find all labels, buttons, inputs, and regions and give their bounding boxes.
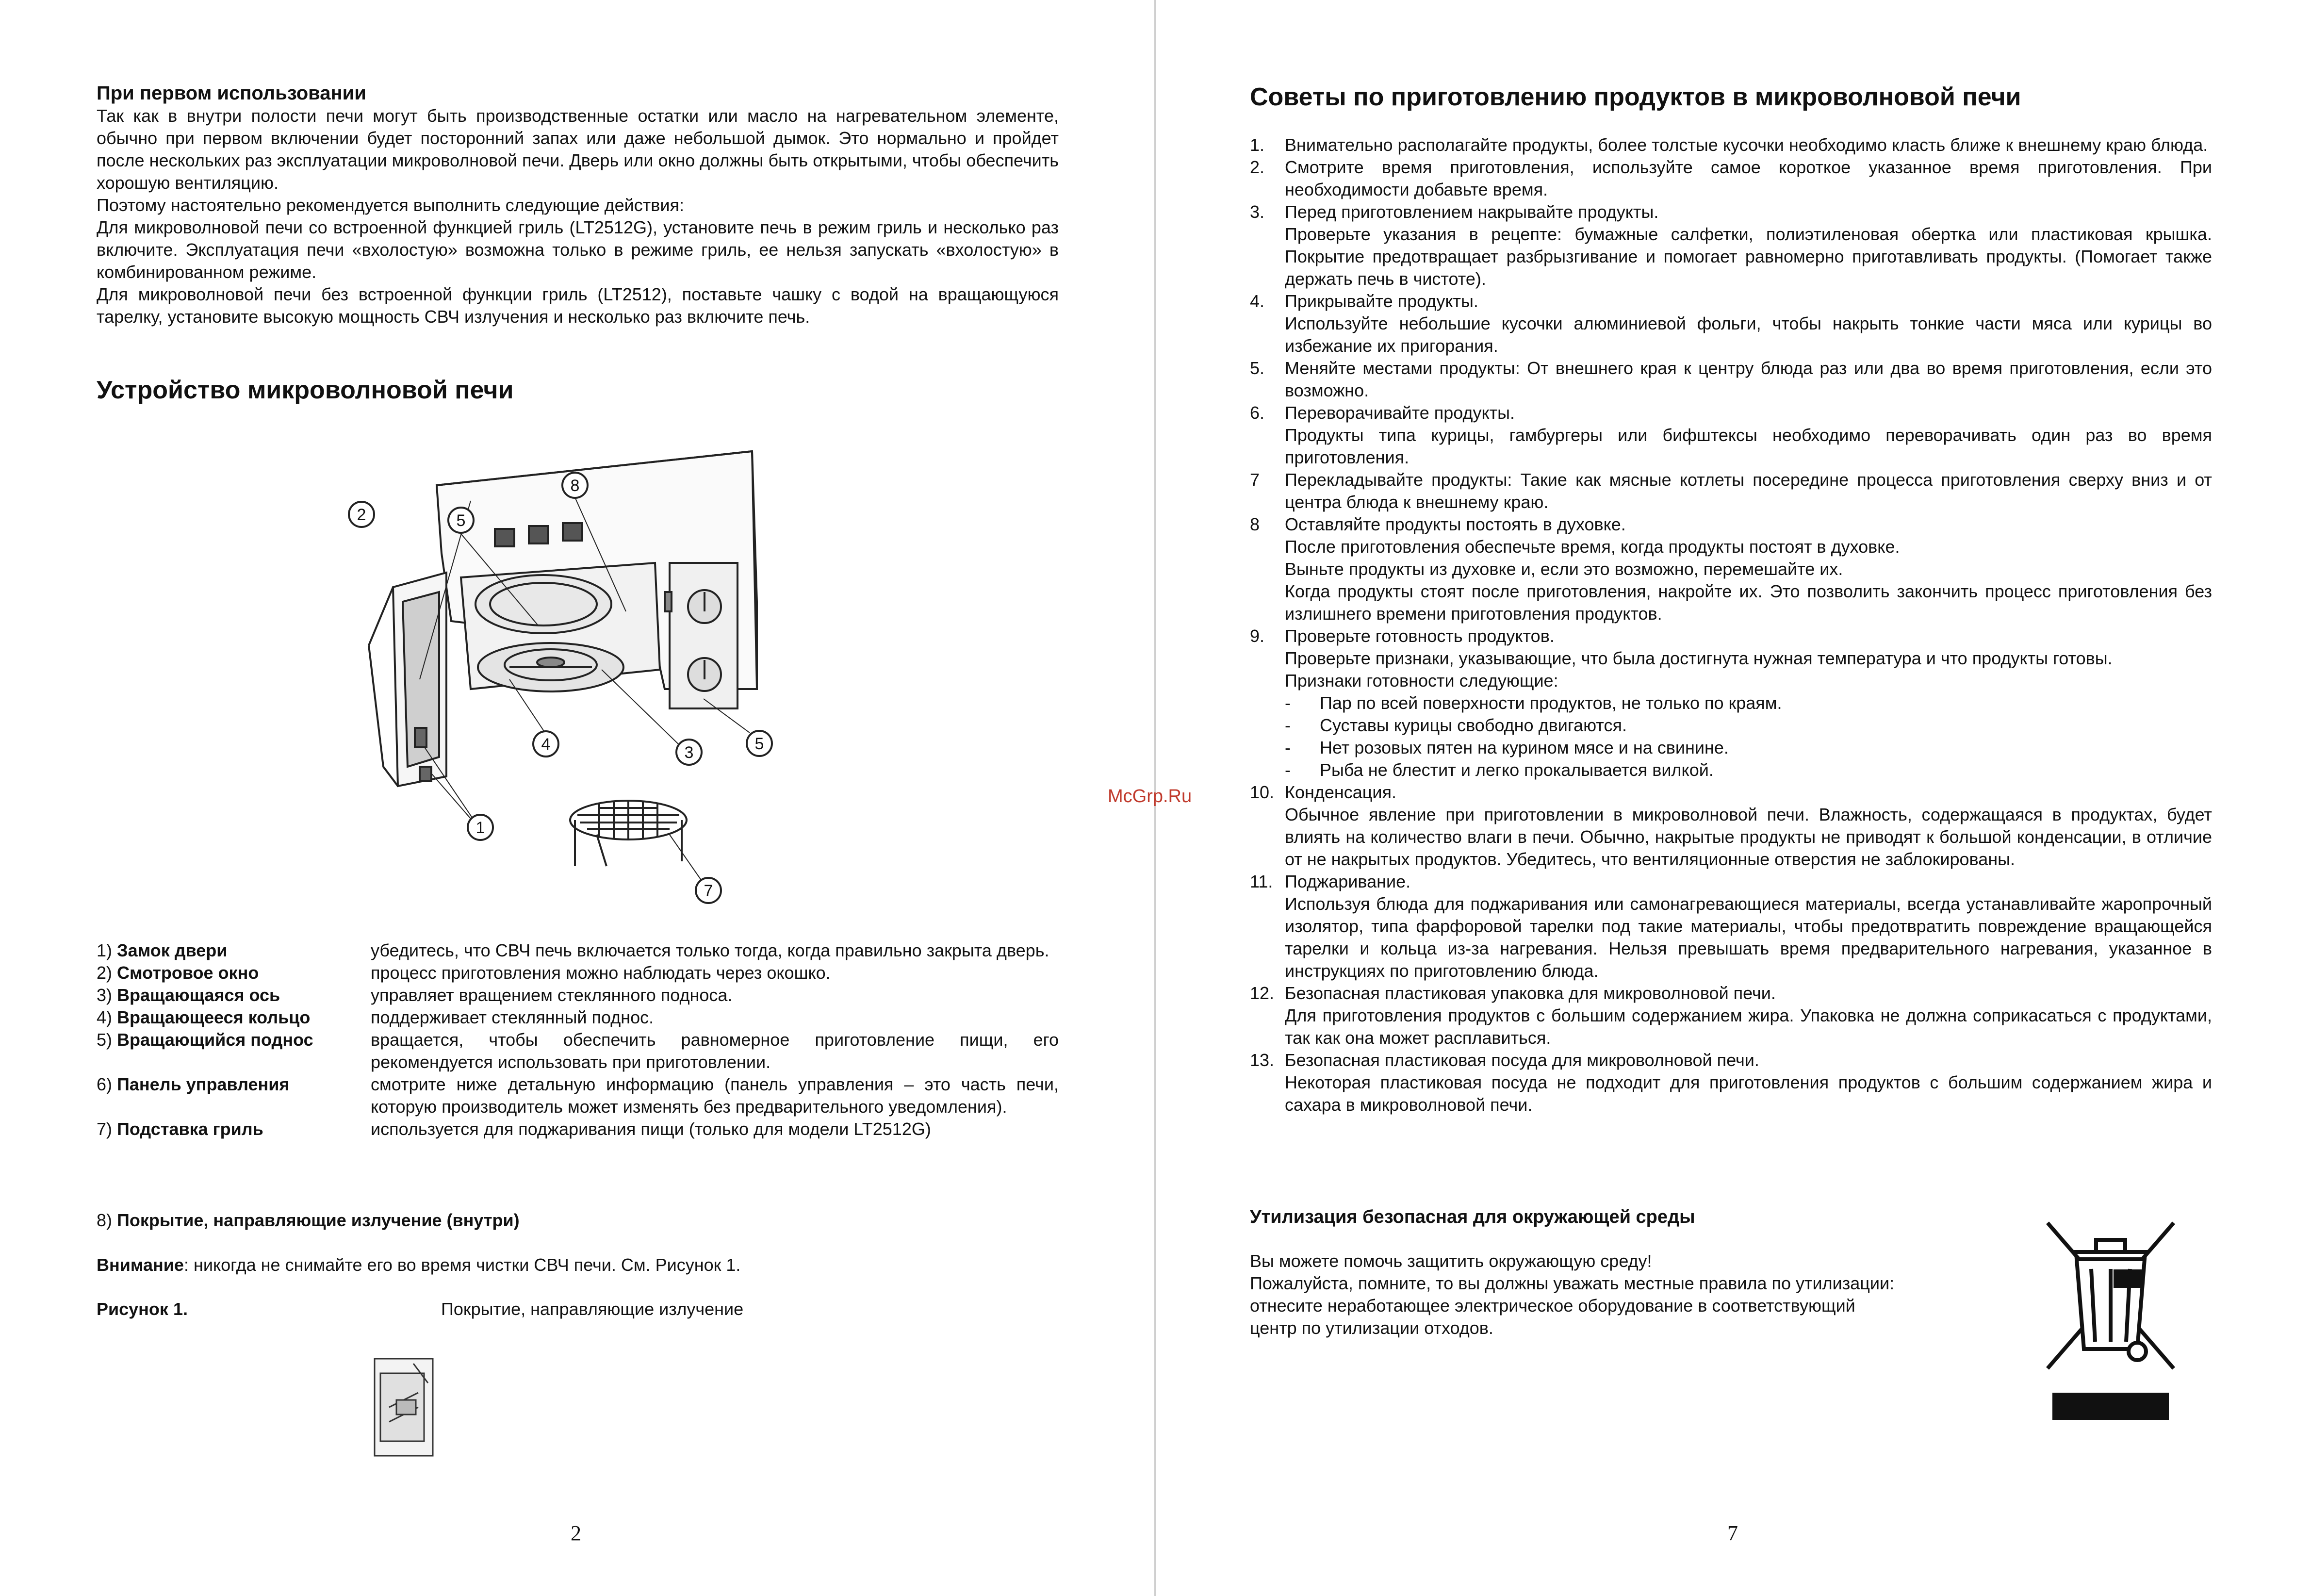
first-use-heading: При первом использовании bbox=[97, 82, 366, 104]
callout-label: 5 bbox=[754, 735, 764, 753]
legend-definition: процесс приготовления можно наблюдать через окошко. bbox=[371, 963, 831, 983]
tip-line: Некоторая пластиковая посуда не подходит для приготовления продуктов с большим содержанием жира и сахара в микроволновой печи. bbox=[1285, 1072, 2212, 1115]
tip-line: Когда продукты стоят после приготовления, накройте их. Это позволить закончить процесс приготовления без излишнего времени приготовления продуктов. bbox=[1285, 581, 2212, 624]
first-use-para: Поэтому настоятельно рекомендуется выполнить следующие действия: bbox=[97, 195, 685, 215]
legend-row bbox=[97, 962, 1059, 984]
tip-bullet bbox=[1285, 759, 2212, 781]
tip-number: 2. bbox=[1250, 157, 1265, 177]
recycling-text bbox=[1250, 1250, 1978, 1339]
item-8-term: Покрытие, направляющие излучение (внутри) bbox=[117, 1210, 520, 1230]
legend-row bbox=[97, 1118, 1059, 1140]
tip-item bbox=[1250, 625, 2212, 781]
tip-line: Конденсация. bbox=[1285, 782, 1397, 802]
legend-definition: убедитесь, что СВЧ печь включается только тогда, когда правильно закрыта дверь. bbox=[371, 940, 1049, 960]
tip-body bbox=[1285, 871, 2212, 982]
bullet-dash: - bbox=[1285, 760, 1291, 780]
bullet-dash: - bbox=[1285, 738, 1291, 757]
tip-item bbox=[1250, 781, 2212, 871]
tip-number: 4. bbox=[1250, 291, 1265, 311]
legend-row bbox=[97, 1029, 1059, 1073]
tip-body bbox=[1285, 469, 2212, 513]
legend-num: 3) bbox=[97, 985, 113, 1005]
legend-term bbox=[97, 939, 371, 962]
bullet-dash: - bbox=[1285, 693, 1291, 713]
first-use-para: Для микроволновой печи без встроенной функции гриль (LT2512), поставьте чашку с водой на вращающуюся тарелку, установите высокую мощность СВЧ излучения и несколько раз включите печь. bbox=[97, 284, 1059, 327]
tip-line: Поджаривание. bbox=[1285, 872, 1411, 891]
tip-item bbox=[1250, 357, 2212, 402]
tip-item bbox=[1250, 1049, 2212, 1116]
right-page bbox=[1155, 0, 2311, 1596]
recycling-line: отнесите неработающее электрическое оборудование в соответствующий bbox=[1250, 1296, 1855, 1316]
tip-number: 6. bbox=[1250, 403, 1265, 423]
page-number-left: 2 bbox=[571, 1521, 581, 1545]
legend-row bbox=[97, 984, 1059, 1006]
tip-line: Продукты типа курицы, гамбургеры или бифштексы необходимо переворачивать один раз во время приготовления. bbox=[1285, 425, 2212, 467]
tip-item bbox=[1250, 871, 2212, 982]
legend-term bbox=[97, 984, 371, 1006]
recycling-line: центр по утилизации отходов. bbox=[1250, 1318, 1493, 1338]
warning bbox=[97, 1254, 1059, 1276]
tip-body bbox=[1285, 156, 2212, 201]
tip-body bbox=[1285, 290, 2212, 357]
tip-number: 5. bbox=[1250, 358, 1265, 378]
tip-line: Перекладывайте продукты: Такие как мясные котлеты посередине процесса приготовления сверху вниз и от центра блюда к внешнему краю. bbox=[1285, 470, 2212, 512]
item-8-num: 8) bbox=[97, 1210, 113, 1230]
legend-num: 6) bbox=[97, 1074, 113, 1094]
callout-label: 5 bbox=[456, 511, 466, 530]
parts-legend bbox=[97, 939, 1059, 1140]
tip-line: Безопасная пластиковая упаковка для микроволновой печи. bbox=[1285, 983, 1776, 1003]
callout-label: 2 bbox=[357, 506, 366, 524]
microwave-diagram bbox=[335, 417, 801, 912]
tip-number: 7 bbox=[1250, 470, 1260, 490]
tip-item bbox=[1250, 290, 2212, 357]
page-number-right: 7 bbox=[1727, 1521, 1738, 1545]
legend-num: 4) bbox=[97, 1007, 113, 1027]
tip-item bbox=[1250, 156, 2212, 201]
tip-bullet bbox=[1285, 692, 2212, 714]
tip-item bbox=[1250, 469, 2212, 513]
legend-term-label: Вращающееся кольцо bbox=[117, 1007, 311, 1027]
legend-num: 7) bbox=[97, 1119, 113, 1139]
tip-line: Проверьте указания в рецепте: бумажные салфетки, полиэтиленовая обертка или пластиковая крышка. Покрытие предотвращает разбрызгивание и помогает равномерно приготавливать продукты. (Помогает также держать печь в чистоте). bbox=[1285, 224, 2212, 289]
tip-line: Признаки готовности следующие: bbox=[1285, 671, 1558, 691]
legend-term-label: Панель управления bbox=[117, 1074, 290, 1094]
tip-line: Переворачивайте продукты. bbox=[1285, 403, 1515, 423]
item-8 bbox=[97, 1209, 1059, 1232]
figure-1-caption-row bbox=[97, 1298, 1059, 1320]
weee-bin-icon bbox=[2038, 1213, 2183, 1427]
recycling-line: Пожалуйста, помните, то вы должны уважать местные правила по утилизации: bbox=[1250, 1273, 1895, 1293]
tip-bullet bbox=[1285, 714, 2212, 737]
tip-line: После приготовления обеспечьте время, когда продукты постоят в духовке. bbox=[1285, 537, 1900, 557]
tip-number: 8 bbox=[1250, 514, 1260, 534]
tip-line: Для приготовления продуктов с большим содержанием жира. Упаковка не должна соприкасаться с продуктами, так как она может расплавиться. bbox=[1285, 1005, 2212, 1048]
warning-text: : никогда не снимайте его во время чистки СВЧ печи. См. Рисунок 1. bbox=[183, 1255, 741, 1275]
tip-body bbox=[1285, 201, 2212, 290]
tip-line: Внимательно располагайте продукты, более толстые кусочки необходимо класть ближе к внешнему краю блюда. bbox=[1285, 135, 2208, 155]
tip-number: 1. bbox=[1250, 135, 1265, 155]
tip-item bbox=[1250, 402, 2212, 469]
tip-body bbox=[1285, 625, 2212, 781]
tip-bullet bbox=[1285, 737, 2212, 759]
bullet-dash: - bbox=[1285, 715, 1291, 735]
callout-label: 4 bbox=[541, 735, 551, 754]
legend-term bbox=[97, 1006, 371, 1029]
callout-label: 3 bbox=[684, 743, 694, 762]
tip-line: Обычное явление при приготовлении в микроволновой печи. Влажность, содержащаяся в продуктах, будет влиять на количество влаги в печи. Обычно, накрытые продукты не приводят к большой конденсации, в отличие от не накрытых продуктов. Убедитесь, что вентиляционные отверстия не заблокированы. bbox=[1285, 805, 2212, 869]
recycling-line: Вы можете помочь защитить окружающую среду! bbox=[1250, 1251, 1652, 1271]
first-use-para: Так как в внутри полости печи могут быть производственные остатки или масло на нагревательном элементе, обычно при первом включении будет посторонний запах или даже небольшой дымок. Это нормально и пройдет после нескольких раз эксплуатации микроволновой печи. Дверь или окно должны быть открытыми, чтобы обеспечить хорошую вентиляцию. bbox=[97, 106, 1059, 193]
legend-row bbox=[97, 1006, 1059, 1029]
tip-number: 3. bbox=[1250, 202, 1265, 222]
legend-num: 2) bbox=[97, 963, 113, 983]
tip-item bbox=[1250, 134, 2212, 156]
legend-num: 1) bbox=[97, 940, 113, 960]
bullet-text: Рыба не блестит и легко прокалывается вилкой. bbox=[1320, 760, 1714, 780]
legend-term-label: Смотровое окно bbox=[117, 963, 259, 983]
legend-term-label: Вращающийся поднос bbox=[117, 1030, 313, 1050]
bullet-text: Пар по всей поверхности продуктов, не только по краям. bbox=[1320, 693, 1782, 713]
tip-number: 10. bbox=[1250, 782, 1275, 802]
legend-definition: поддерживает стеклянный поднос. bbox=[371, 1007, 654, 1027]
tip-line: Безопасная пластиковая посуда для микроволновой печи. bbox=[1285, 1050, 1759, 1070]
first-use-para: Для микроволновой печи со встроенной функцией гриль (LT2512G), установите печь в режим гриль и несколько раз включите. Эксплуатация печи «вхолостую» возможна только в режиме гриль, ее нельзя запускать «вхолостую» в комбинированном режиме. bbox=[97, 217, 1059, 282]
tips-heading: Советы по приготовлению продуктов в микроволновой печи bbox=[1250, 83, 2021, 111]
tip-body bbox=[1285, 513, 2212, 625]
legend-term bbox=[97, 1073, 371, 1118]
legend-row bbox=[97, 1073, 1059, 1118]
legend-term-label: Вращающаяся ось bbox=[117, 985, 280, 1005]
tip-body bbox=[1285, 134, 2212, 156]
tip-item bbox=[1250, 982, 2212, 1049]
callout-label: 8 bbox=[570, 477, 580, 495]
tip-number: 9. bbox=[1250, 626, 1265, 646]
tip-line: Смотрите время приготовления, используйте самое короткое указанное время приготовления. При необходимости добавьте время. bbox=[1285, 157, 2212, 199]
bullet-text: Нет розовых пятен на курином мясе и на свинине. bbox=[1320, 738, 1729, 757]
first-use-section bbox=[97, 82, 1059, 328]
tip-item bbox=[1250, 201, 2212, 290]
tip-line: Проверьте признаки, указывающие, что была достигнута нужная температура и что продукты готовы. bbox=[1285, 648, 2113, 668]
figure-1-caption: Покрытие, направляющие излучение bbox=[441, 1299, 744, 1319]
legend-row bbox=[97, 939, 1059, 962]
legend-definition: вращается, чтобы обеспечить равномерное приготовление пищи, его рекомендуется использовать при приготовлении. bbox=[371, 1030, 1059, 1072]
tip-number: 13. bbox=[1250, 1050, 1275, 1070]
tip-body bbox=[1285, 982, 2212, 1049]
tip-body bbox=[1285, 402, 2212, 469]
device-heading: Устройство микроволновой печи bbox=[97, 376, 514, 404]
left-page bbox=[0, 0, 1155, 1596]
tip-line: Перед приготовлением накрывайте продукты. bbox=[1285, 202, 1659, 222]
figure-1-image bbox=[370, 1354, 443, 1461]
tip-body bbox=[1285, 1049, 2212, 1116]
legend-term bbox=[97, 962, 371, 984]
tip-number: 11. bbox=[1250, 872, 1273, 891]
tip-item bbox=[1250, 513, 2212, 625]
legend-num: 5) bbox=[97, 1030, 113, 1050]
bullet-text: Суставы курицы свободно двигаются. bbox=[1320, 715, 1627, 735]
tip-number: 12. bbox=[1250, 983, 1275, 1003]
tip-line: Меняйте местами продукты: От внешнего края к центру блюда раз или два во время приготовления, если это возможно. bbox=[1285, 358, 2212, 400]
legend-term-label: Замок двери bbox=[117, 940, 228, 960]
tip-line: Используйте небольшие кусочки алюминиевой фольги, чтобы накрыть тонкие части мяса или курицы во избежание их пригорания. bbox=[1285, 313, 2212, 356]
legend-term bbox=[97, 1029, 371, 1073]
legend-term-label: Подставка гриль bbox=[117, 1119, 263, 1139]
tip-body bbox=[1285, 357, 2212, 402]
tip-line: Проверьте готовность продуктов. bbox=[1285, 626, 1555, 646]
legend-definition: используется для поджаривания пищи (только для модели LT2512G) bbox=[371, 1119, 931, 1139]
legend-term bbox=[97, 1118, 371, 1140]
tip-line: Оставляйте продукты постоять в духовке. bbox=[1285, 514, 1626, 534]
legend-definition: смотрите ниже детальную информацию (панель управления – это часть печи, которую производитель может изменять без предварительного уведомления). bbox=[371, 1074, 1059, 1117]
figure-1-label: Рисунок 1. bbox=[97, 1299, 188, 1319]
legend-definition: управляет вращением стеклянного подноса. bbox=[371, 985, 733, 1005]
watermark: McGrp.Ru bbox=[1108, 786, 1192, 806]
tip-body bbox=[1285, 781, 2212, 871]
callout-label: 1 bbox=[475, 819, 485, 837]
callout-label: 7 bbox=[704, 882, 713, 900]
tip-line: Используя блюда для поджаривания или самонагревающиеся материалы, всегда устанавливайте жаропрочный изолятор, типа фарфоровой тарелки под такие материалы, чтобы предотвратить повреждение вращающейся тарелки и кольца из-за нагревания. Нельзя превышать время предварительного нагревания, указанное в инструкциях по приготовлению блюда. bbox=[1285, 894, 2212, 981]
tip-line: Выньте продукты из духовке и, если это возможно, перемешайте их. bbox=[1285, 559, 1843, 579]
recycling-heading: Утилизация безопасная для окружающей среды bbox=[1250, 1207, 1695, 1227]
tips-list bbox=[1250, 134, 2212, 1116]
tip-line: Прикрывайте продукты. bbox=[1285, 291, 1478, 311]
warning-label: Внимание bbox=[97, 1255, 184, 1275]
